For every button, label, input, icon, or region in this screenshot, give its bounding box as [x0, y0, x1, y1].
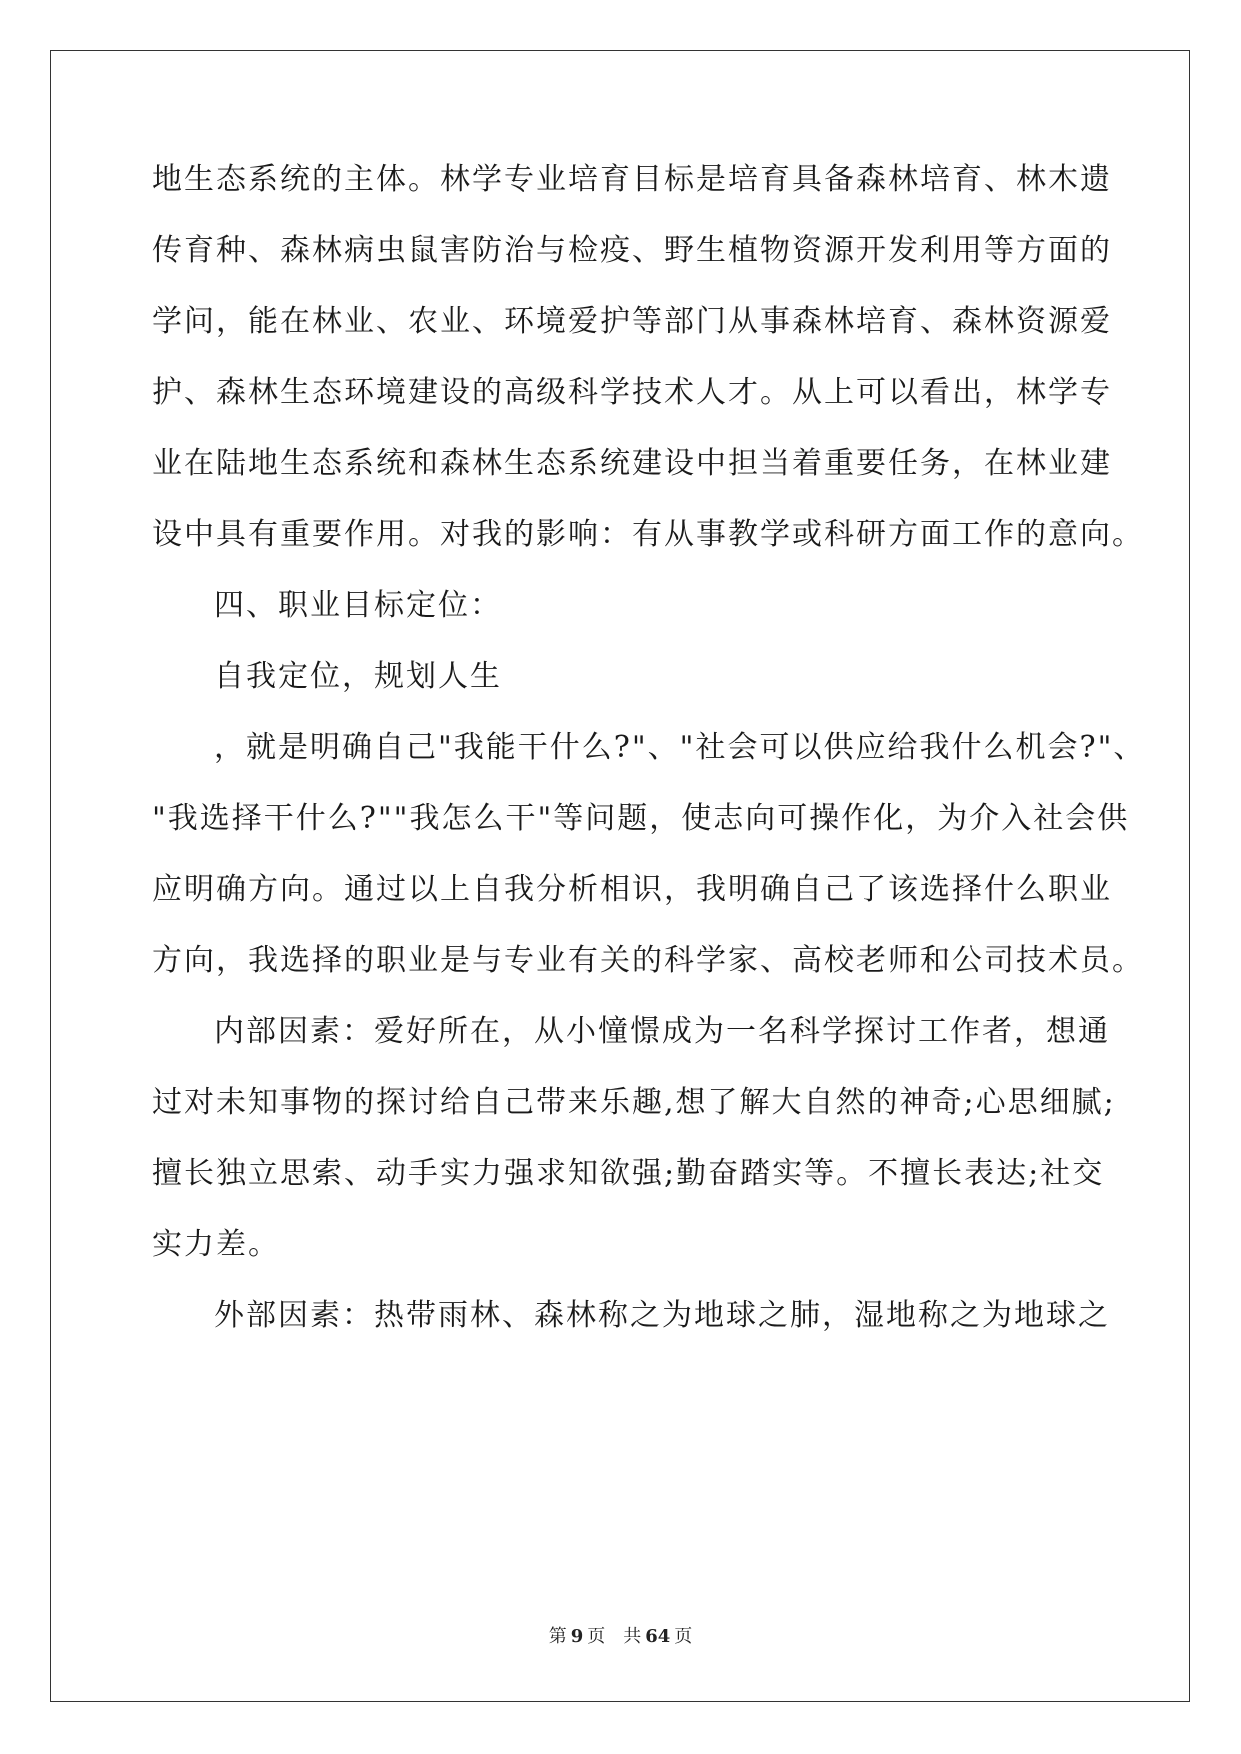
total-pages: 64 — [645, 1626, 671, 1647]
total-suffix: 页 — [674, 1626, 693, 1647]
text-line-11: 应明确方向。通过以上自我分析相识，我明确自己了该选择什么职业 — [152, 872, 1112, 907]
text-line-9: ，就是明确自己"我能干什么?"、"社会可以供应给我什么机会?"、 — [214, 730, 1146, 765]
text-line-14: 过对未知事物的探讨给自己带来乐趣,想了解大自然的神奇;心思细腻; — [152, 1085, 1116, 1120]
subheading: 自我定位，规划人生 — [214, 659, 502, 694]
page-footer — [0, 1622, 1241, 1648]
total-prefix: 共 — [623, 1626, 642, 1647]
text-line-17: 外部因素：热带雨林、森林称之为地球之肺，湿地称之为地球之 — [214, 1298, 1110, 1333]
text-line-1: 地生态系统的主体。林学专业培育目标是培育具备森林培育、林木遗 — [152, 162, 1112, 197]
text-line-16: 实力差。 — [152, 1227, 280, 1262]
text-line-2: 传育种、森林病虫鼠害防治与检疫、野生植物资源开发利用等方面的 — [152, 233, 1112, 268]
text-line-13: 内部因素：爱好所在，从小憧憬成为一名科学探讨工作者，想通 — [214, 1014, 1110, 1049]
page-number: 9 — [570, 1626, 584, 1647]
text-line-3: 学问，能在林业、农业、环境爱护等部门从事森林培育、森林资源爱 — [152, 304, 1112, 339]
section-heading: 四、职业目标定位： — [214, 588, 502, 623]
text-line-6: 设中具有重要作用。对我的影响：有从事教学或科研方面工作的意向。 — [152, 517, 1144, 552]
text-line-5: 业在陆地生态系统和森林生态系统建设中担当着重要任务，在林业建 — [152, 446, 1112, 481]
text-line-4: 护、森林生态环境建设的高级科学技术人才。从上可以看出，林学专 — [152, 375, 1112, 410]
page-prefix: 第 — [548, 1626, 567, 1647]
text-line-12: 方向，我选择的职业是与专业有关的科学家、高校老师和公司技术员。 — [152, 943, 1144, 978]
text-line-15: 擅长独立思索、动手实力强求知欲强;勤奋踏实等。不擅长表达;社交 — [152, 1156, 1105, 1191]
text-line-10: "我选择干什么?""我怎么干"等问题，使志向可操作化，为介入社会供 — [152, 801, 1130, 836]
page-suffix: 页 — [587, 1626, 606, 1647]
